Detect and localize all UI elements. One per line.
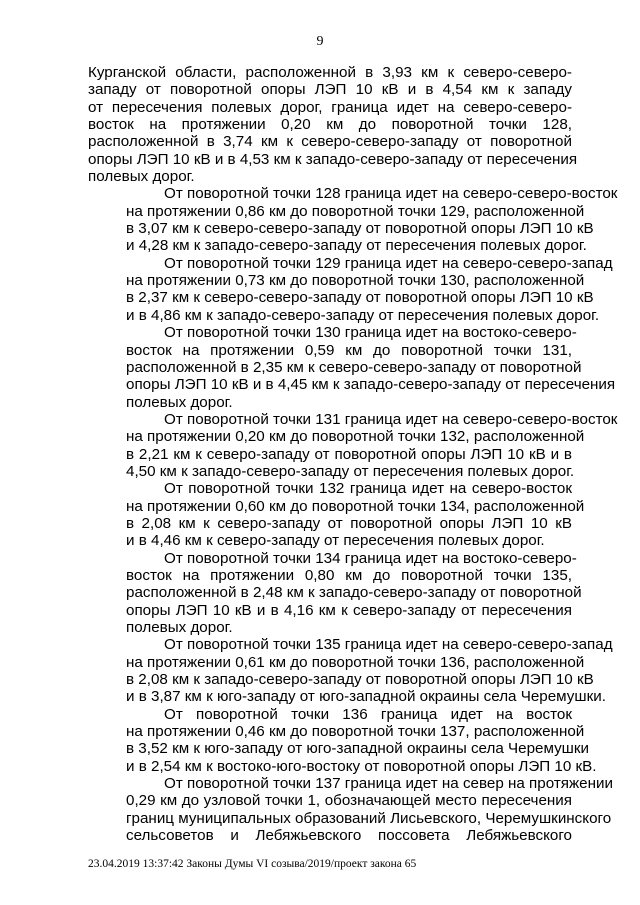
paragraph [88, 705, 597, 775]
text-line: восток на протяжении 0,20 км до поворотной точки 128, [88, 116, 572, 134]
text-line: западу от поворотной опоры ЛЭП 10 кВ и в 4,54 км к западу [88, 81, 572, 99]
paragraph [88, 480, 585, 550]
text-line: Курганской области, расположенной в 3,93 км к северо-северо- [88, 64, 572, 81]
text-line: От поворотной точки 130 граница идет на востоко-северо- [164, 324, 577, 342]
text-line: в 3,07 км к северо-северо-западу от поворотной опоры ЛЭП 10 кВ [126, 220, 594, 238]
text-line: восток на протяжении 0,59 км до поворотной точки 131, [126, 341, 572, 359]
text-line: в 2,37 км к северо-северо-западу от поворотной опоры ЛЭП 10 кВ [126, 289, 594, 307]
text-line: и в 2,54 км к востоко-юго-востоку от поворотной опоры ЛЭП 10 кВ. [126, 757, 597, 775]
paragraph [88, 254, 613, 324]
text-line: и 4,28 км к западо-северо-западу от пересечения полевых дорог. [126, 237, 587, 255]
text-line: От поворотной точки 131 граница идет на северо-северо-восток [164, 410, 618, 428]
text-line: полевых дорог. [126, 393, 233, 411]
text-line: расположенной в 3,74 км к северо-северо-западу от поворотной [88, 133, 572, 151]
text-line: и в 3,87 км к юго-западу от юго-западной окраины села Черемушки. [126, 688, 606, 706]
text-line: на протяжении 0,60 км до поворотной точки 134, расположенной [126, 497, 585, 515]
text-line: и в 4,46 км к северо-западу от пересечения полевых дорог. [126, 532, 545, 550]
text-line: и в 4,86 км к западо-северо-западу от пересечения полевых дорог. [126, 306, 600, 324]
text-line: От поворотной точки 135 граница идет на северо-северо-запад [164, 636, 613, 654]
text-line: От поворотной точки 132 граница идет на северо-восток [164, 480, 572, 498]
text-line: на протяжении 0,86 км до поворотной точки 129, расположенной [126, 202, 585, 220]
text-line: в 2,21 км к северо-западу от поворотной опоры ЛЭП 10 кВ и в [126, 445, 572, 463]
text-line: на протяжении 0,61 км до поворотной точки 136, расположенной [126, 653, 585, 671]
text-line: на протяжении 0,73 км до поворотной точки 130, расположенной [126, 272, 585, 290]
text-line: расположенной в 2,48 км к западо-северо-западу от поворотной [126, 584, 582, 602]
paragraph [88, 410, 618, 480]
document-body [88, 64, 618, 845]
paragraph [88, 64, 578, 186]
text-line: на протяжении 0,46 км до поворотной точки 137, расположенной [126, 723, 585, 741]
paragraph [88, 185, 618, 255]
paragraph [88, 549, 582, 637]
text-line: восток на протяжении 0,80 км до поворотной точки 135, [126, 566, 572, 584]
paragraph [88, 636, 613, 706]
text-line: на протяжении 0,20 км до поворотной точки 132, расположенной [126, 428, 585, 446]
text-line: От поворотной точки 128 граница идет на северо-северо-восток [164, 185, 618, 203]
text-line: сельсоветов и Лебяжьевского поссовета Лебяжьевского [126, 827, 572, 845]
document-footer: 23.04.2019 13:37:42 Законы Думы VI созыва/2019/проект закона 65 [88, 858, 417, 870]
text-line: От поворотной точки 137 граница идет на север на протяжении [164, 775, 613, 793]
text-line: 0,29 км до узловой точки 1, обозначающей место пересечения [126, 792, 572, 810]
page-number: 9 [316, 34, 324, 49]
text-line: в 2,08 км к западо-северо-западу от поворотной опоры ЛЭП 10 кВ [126, 671, 594, 689]
text-line: опоры ЛЭП 10 кВ и в 4,16 км к северо-западу от пересечения [126, 601, 572, 619]
paragraph [88, 775, 613, 845]
text-line: в 3,52 км к юго-западу от юго-западной окраины села Черемушки [126, 740, 589, 758]
text-line: От поворотной точки 136 граница идет на восток [164, 705, 572, 723]
text-line: опоры ЛЭП 10 кВ и в 4,45 км к западо-северо-западу от пересечения [126, 376, 616, 394]
text-line: в 2,08 км к северо-западу от поворотной опоры ЛЭП 10 кВ [126, 514, 572, 532]
text-line: опоры ЛЭП 10 кВ и в 4,53 км к западо-северо-западу от пересечения [88, 150, 578, 168]
text-line: полевых дорог. [126, 619, 233, 636]
text-line: 4,50 км к западо-северо-западу от пересечения полевых дорог. [126, 462, 575, 480]
text-line: От поворотной точки 134 граница идет на востоко-северо- [164, 549, 577, 567]
text-line: расположенной в 2,35 км к северо-северо-западу от поворотной [126, 358, 582, 376]
text-line: границ муниципальных образований Лисьевского, Черемушкинского [126, 809, 612, 827]
paragraph [88, 324, 616, 411]
text-line: полевых дорог. [88, 168, 195, 186]
text-line: от пересечения полевых дорог, граница идет на северо-северо- [88, 98, 572, 116]
text-line: От поворотной точки 129 граница идет на северо-северо-запад [164, 254, 613, 272]
